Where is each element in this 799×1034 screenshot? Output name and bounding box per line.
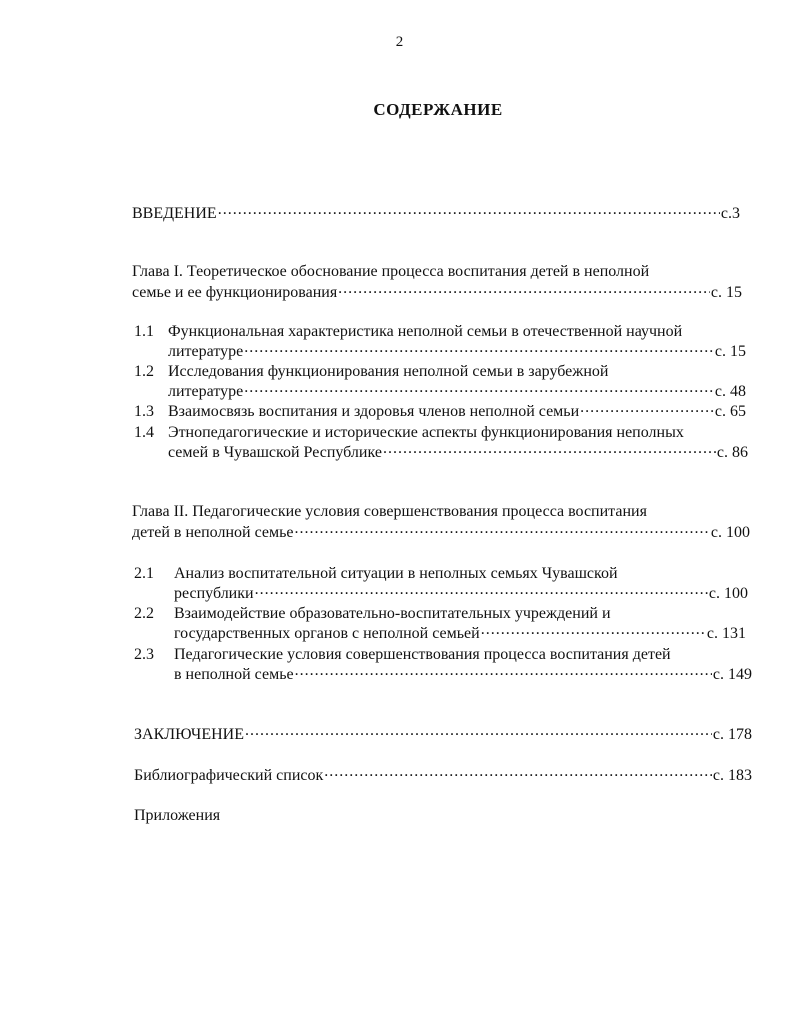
section-title-line2: республики — [174, 585, 254, 602]
section-number: 2.3 — [134, 646, 154, 663]
toc-entry-label: Библиографический список — [134, 767, 324, 784]
section-number: 1.1 — [134, 323, 154, 340]
toc-entry-page: с. 178 — [712, 726, 752, 743]
toc-entry-section-1-1 — [168, 342, 746, 362]
section-number: 2.1 — [134, 565, 154, 582]
dot-leader — [481, 624, 706, 638]
section-title-line2: государственных органов с неполной семьей — [174, 625, 480, 642]
dot-leader — [383, 443, 716, 457]
section-title-line1: Педагогические условия совершенствования процесса воспитания детей — [174, 646, 671, 663]
toc-entry-page: с. 131 — [706, 625, 746, 642]
toc-entry-page: с.3 — [720, 205, 740, 222]
section-title-line1: Функциональная характеристика неполной семьи в отечественной научной — [168, 323, 683, 340]
toc-entry-page: с. 86 — [716, 444, 748, 461]
dot-leader — [218, 204, 720, 218]
toc-entry-section-1-3 — [168, 402, 746, 422]
toc-entry-section-2-3 — [174, 665, 752, 685]
toc-entry-chapter-2 — [132, 523, 750, 543]
chapter-2-title-line2: детей в неполной семье — [132, 524, 294, 541]
section-number: 1.4 — [134, 424, 154, 441]
toc-entry-conclusion — [134, 725, 752, 745]
dot-leader — [338, 283, 710, 297]
dot-leader — [580, 402, 714, 416]
chapter-2-title-line1: Глава II. Педагогические условия совершенствования процесса воспитания — [132, 503, 647, 520]
toc-entry-section-2-2 — [174, 624, 746, 644]
toc-entry-intro — [132, 204, 740, 224]
dot-leader — [324, 766, 712, 780]
chapter-1-title-line2: семье и ее функционирования — [132, 284, 338, 301]
section-number: 1.2 — [134, 363, 154, 380]
section-number: 2.2 — [134, 605, 154, 622]
toc-entry-section-1-4 — [168, 443, 748, 463]
toc-entry-page: с. 15 — [714, 343, 746, 360]
page-number: 2 — [395, 34, 404, 50]
section-title-line1: Исследования функционирования неполной семьи в зарубежной — [168, 363, 609, 380]
toc-entry-page: с. 183 — [712, 767, 752, 784]
section-title-line1: Анализ воспитательной ситуации в неполных семьях Чувашской — [174, 565, 618, 582]
dot-leader — [295, 523, 710, 537]
section-title-line1: Взаимодействие образовательно-воспитательных учреждений и — [174, 605, 611, 622]
chapter-1-title-line1: Глава I. Теоретическое обоснование процесса воспитания детей в неполной — [132, 263, 650, 280]
toc-entry-appendix: Приложения — [134, 807, 221, 824]
toc-entry-label: ЗАКЛЮЧЕНИЕ — [134, 726, 244, 743]
toc-entry-page: с. 15 — [710, 284, 742, 301]
dot-leader — [244, 342, 714, 356]
toc-entry-bibliography — [134, 766, 752, 786]
dot-leader — [295, 665, 712, 679]
page-title: СОДЕРЖАНИЕ — [373, 100, 503, 119]
toc-entry-page: с. 100 — [710, 524, 750, 541]
section-title-line2: литературе — [168, 343, 244, 360]
toc-entry-section-1-2 — [168, 382, 746, 402]
section-title-line1: Взаимосвязь воспитания и здоровья членов неполной семьи — [168, 403, 580, 420]
section-title-line2: семей в Чувашской Республике — [168, 444, 382, 461]
toc-entry-label: ВВЕДЕНИЕ — [132, 205, 217, 222]
dot-leader — [255, 584, 708, 598]
toc-entry-chapter-1 — [132, 283, 742, 303]
dot-leader — [244, 382, 714, 396]
toc-entry-page: с. 149 — [712, 666, 752, 683]
toc-entry-page: с. 65 — [714, 403, 746, 420]
toc-entry-section-2-1 — [174, 584, 748, 604]
toc-entry-page: с. 48 — [714, 383, 746, 400]
toc-entry-page: с. 100 — [708, 585, 748, 602]
section-title-line2: литературе — [168, 383, 244, 400]
section-title-line1: Этнопедагогические и исторические аспекты функционирования неполных — [168, 424, 684, 441]
dot-leader — [245, 725, 712, 739]
section-title-line2: в неполной семье — [174, 666, 294, 683]
section-number: 1.3 — [134, 403, 154, 420]
